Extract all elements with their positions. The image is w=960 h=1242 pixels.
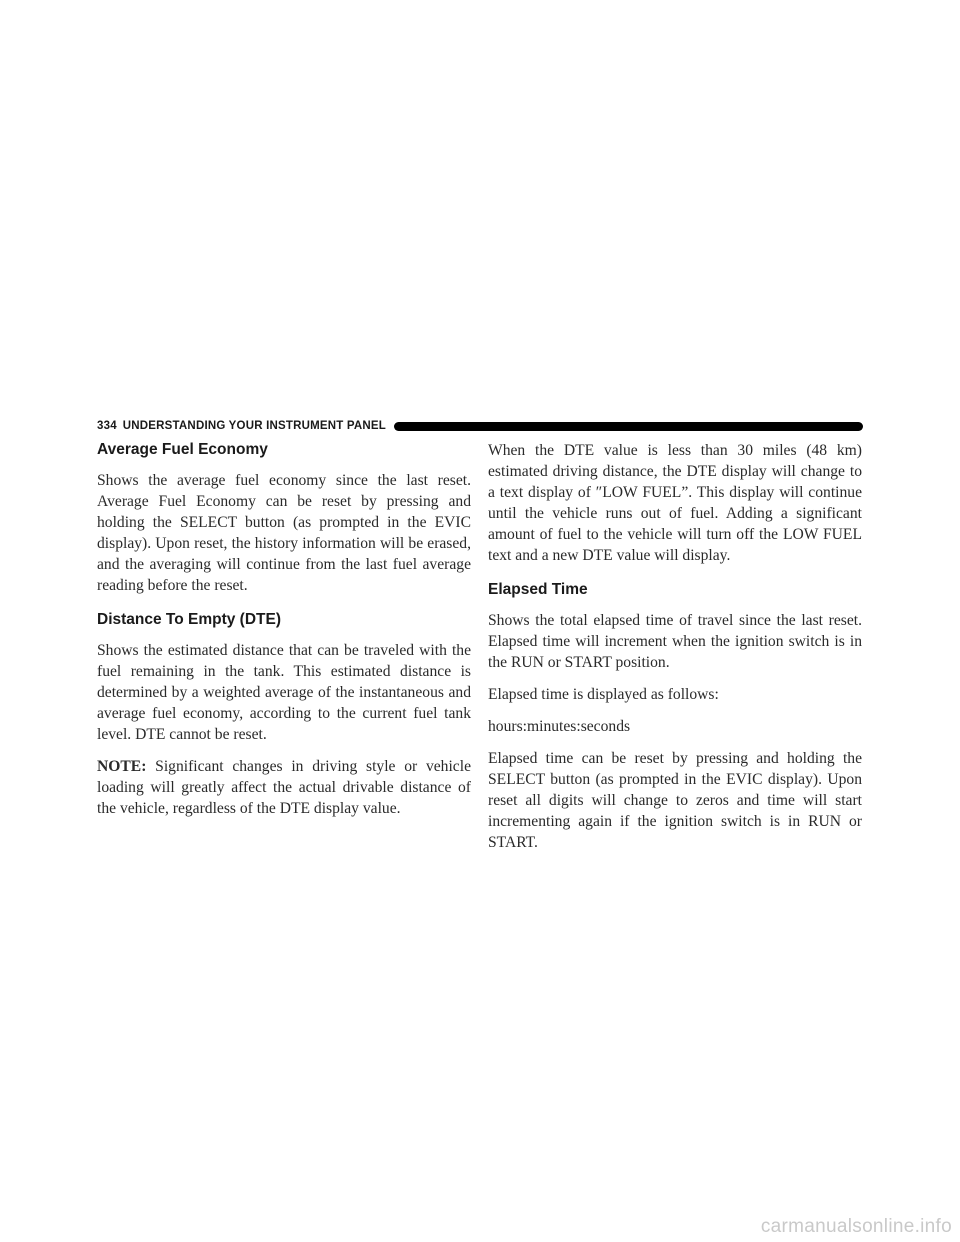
heading-average-fuel-economy: Average Fuel Economy bbox=[97, 441, 268, 458]
note-label: NOTE: bbox=[97, 758, 147, 775]
page-number: 334 bbox=[97, 420, 117, 432]
paragraph-low-fuel: When the DTE value is less than 30 miles (48 km) estimated driving distance, the DTE display will change to a text display of ″LOW FUEL”. This display will continue until the vehicle runs out of fuel. Adding a significant amount of fuel to the vehicle will turn off the LOW FUEL text and a new DTE value will display. bbox=[488, 442, 862, 564]
page-header bbox=[97, 418, 863, 434]
paragraph-average-fuel-economy: Shows the average fuel economy since the last reset. Average Fuel Economy can be reset by pressing and holding the SELECT button (as prompted in the EVIC display). Upon reset, the history information will be erased, and the averaging will continue from the last fuel average reading before the reset. bbox=[97, 472, 471, 594]
right-column bbox=[488, 440, 862, 864]
heading-distance-to-empty: Distance To Empty (DTE) bbox=[97, 611, 282, 628]
watermark: carmanualsonline.info bbox=[760, 1216, 952, 1237]
note-paragraph bbox=[97, 756, 471, 819]
paragraph-elapsed-reset: Elapsed time can be reset by pressing and holding the SELECT button (as prompted in the EVIC display). Upon reset all digits will change to zeros and time will start incrementing again if the ignition switch is in RUN or START. bbox=[488, 750, 862, 851]
paragraph-elapsed-time: Shows the total elapsed time of travel since the last reset. Elapsed time will increment when the ignition switch is in the RUN or START position. bbox=[488, 612, 862, 671]
note-text: Significant changes in driving style or vehicle loading will greatly affect the actual drivable distance of the vehicle, regardless of the DTE display value. bbox=[97, 758, 471, 817]
paragraph-elapsed-format: hours:minutes:seconds bbox=[488, 718, 631, 735]
left-column bbox=[97, 440, 471, 830]
heading-elapsed-time: Elapsed Time bbox=[488, 581, 588, 598]
section-title: UNDERSTANDING YOUR INSTRUMENT PANEL bbox=[122, 420, 386, 432]
paragraph-distance-to-empty: Shows the estimated distance that can be traveled with the fuel remaining in the tank. This estimated distance is determined by a weighted average of the instantaneous and average fuel economy, according to the current fuel tank level. DTE cannot be reset. bbox=[97, 642, 471, 743]
paragraph-elapsed-format-intro: Elapsed time is displayed as follows: bbox=[488, 686, 719, 703]
header-rule bbox=[394, 422, 863, 431]
